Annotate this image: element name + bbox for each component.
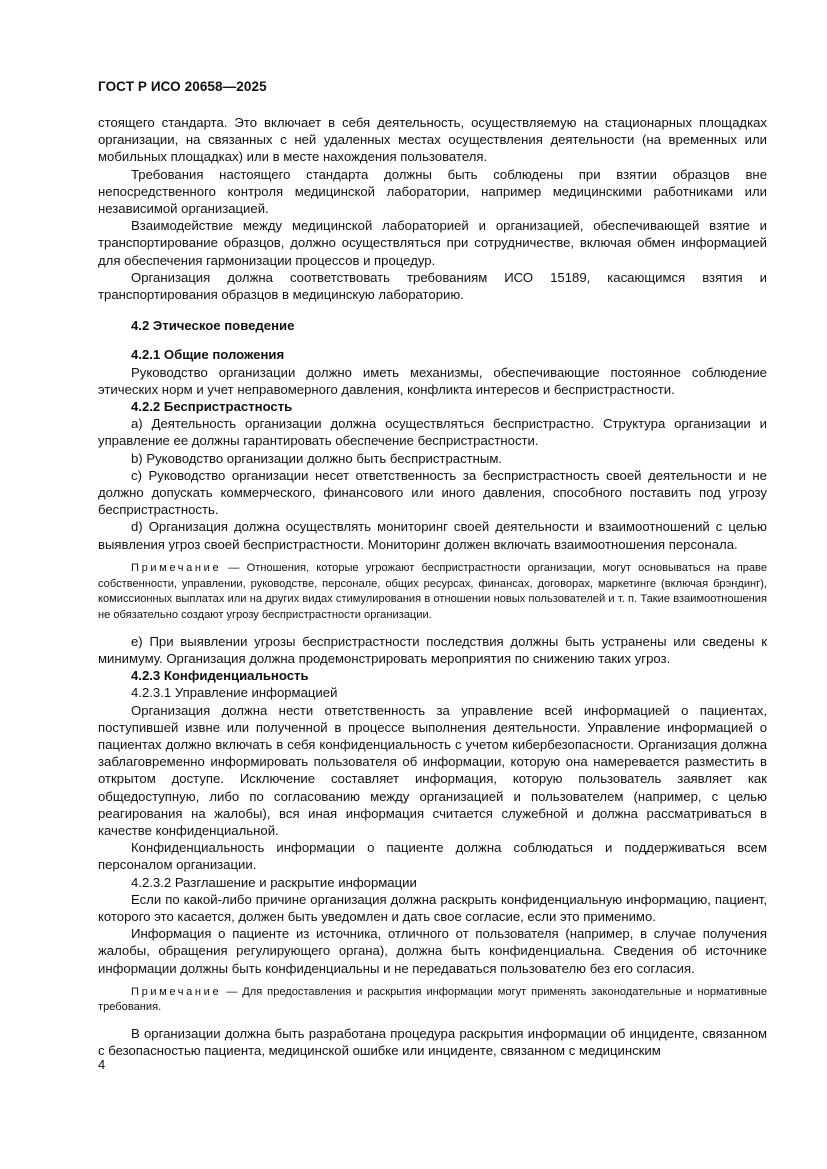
paragraph: Требования настоящего стандарта должны быть соблюдены при взятии образцов вне непосредственного контроля медицинской лаборатории, например медицинскими работниками или независимой организацией. [98,166,767,217]
list-item: e) При выявлении угрозы беспристрастности последствия должны быть устранены или сведены к минимуму. Организация должна продемонстрировать мероприятия по снижению таких угроз. [98,633,767,666]
clause-heading: 4.2.3.1 Управление информацией [131,685,338,701]
note-text: — Отношения, которые угрожают беспристрастности организации, могут основываться на праве собственности, управлении, руководстве, персонале, общих ресурсах, финансах, договорах, маркетинге (включая брэндинг), комиссионных выплатах или на других видах стимулирования в отношении новых пользователей и т. п. Такие взаимоотношения не обязательно создают угрозу беспристрастности организации. [98,561,767,621]
paragraph: Информация о пациенте из источника, отличного от пользователя (например, в случае получения жалобы, обращения регулирующего органа), должна быть конфиденциальна. Сведения об источнике информации должны быть конфиденциальны и не передаваться пользователю без его согласия. [98,926,767,976]
note [98,985,767,1016]
page-number: 4 [98,1057,106,1072]
note [98,561,767,624]
paragraph: Организация должна нести ответственность за управление всей информацией о пациентах, поступившей извне или полученной в процессе выполнения деятельности. Управление информацией о пациентах должно включать в себя конфиденциальность с учетом кибербезопасности. Организация должна заблаговременно информировать пользователя об информации, которую она намеревается разместить в открытом доступе. Исключение составляет информация, которую пользователь заявляет как общедоступную, либо по согласованию между организацией и пользователем (например, с целью реагирования на жалобы), вся иная информация считается служебной и должна рассматриваться в качестве конфиденциальной. [98,702,767,838]
subsection-heading: 4.2.3 Конфиденциальность [131,668,309,684]
list-item: a) Деятельность организации должна осуществляться беспристрастно. Структура организации и управление ее должны гарантировать обеспечение беспристрастности. [98,416,767,449]
section-heading: 4.2 Этическое поведение [131,318,295,334]
clause-heading: 4.2.3.2 Разглашение и раскрытие информации [131,874,417,890]
paragraph: Взаимодействие между медицинской лабораторией и организацией, обеспечивающей взятие и транспортирование образцов, должно осуществляться при сотрудничестве, включая обмен информацией для обеспечения гармонизации процессов и процедур. [98,218,767,268]
list-item: b) Руководство организации должно быть беспристрастным. [131,450,503,466]
list-item: d) Организация должна осуществлять мониторинг своей деятельности и взаимоотношений с целью выявления угроз своей беспристрастности. Мониторинг должен включать взаимоотношения персонала. [98,519,767,552]
paragraph: Организация должна соответствовать требованиям ИСО 15189, касающимся взятия и транспортирования образцов в медицинскую лабораторию. [98,269,767,303]
paragraph: стоящего стандарта. Это включает в себя деятельность, осуществляемую на стационарных площадках организации, на связанных с ней удаленных местах осуществления деятельности (на временных или мобильных площадках) или в месте нахождения пользователя. [98,115,767,165]
paragraph: Если по какой-либо причине организация должна раскрыть конфиденциальную информацию, пациент, которого это касается, должен быть уведомлен и дать свое согласие, если это применимо. [98,891,767,924]
paragraph: В организации должна быть разработана процедура раскрытия информации об инциденте, связанном с безопасностью пациента, медицинской ошибке или инциденте, связанном с медицинским [98,1026,767,1059]
subsection-heading: 4.2.2 Беспристрастность [131,399,293,415]
note-label: Примечание [131,561,222,574]
subsection-heading: 4.2.1 Общие положения [131,347,285,363]
note-text: — Для предоставления и раскрытия информации могут применять законодательные и нормативные требования. [98,985,767,1014]
list-item: c) Руководство организации несет ответственность за беспристрастность своей деятельности и не должно допускать коммерческого, финансового или иного давления, способного поставить под угрозу беспристрастность. [98,467,767,518]
paragraph: Конфиденциальность информации о пациенте должна соблюдаться и поддерживаться всем персоналом организации. [98,840,767,873]
note-label: Примечание [131,985,222,998]
document-header: ГОСТ Р ИСО 20658—2025 [98,79,267,94]
document-body [98,114,767,1060]
paragraph: Руководство организации должно иметь механизмы, обеспечивающие постоянное соблюдение этических норм и учет неправомерного давления, конфликта интересов и беспристрастности. [98,364,767,397]
